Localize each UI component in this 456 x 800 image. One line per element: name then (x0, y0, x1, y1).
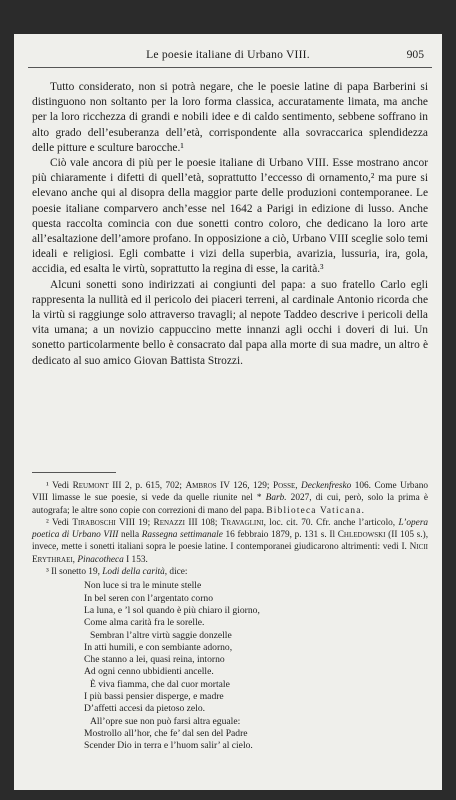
poem-line: Non luce si tra le minute stelle (84, 580, 202, 592)
book-page (14, 34, 442, 790)
poem-line: La luna, e ’l sol quando è più chiaro il giorno, (84, 604, 260, 616)
poem-line: Che stanno a lei, quasi reina, intorno (84, 654, 225, 666)
page-header (14, 48, 442, 66)
sonnet-quote (84, 580, 428, 752)
footnote-3: ³ Il sonetto 19, Lodi della carità, dice: (46, 567, 188, 578)
poem-line: I più bassi pensier disperge, e madre (84, 691, 224, 703)
poem-line: D’affetti accesi da pietoso zelo. (84, 703, 206, 715)
poem-line: Scender Dio in terra e l’huom salir’ al cielo. (84, 740, 253, 752)
page-number: 905 (406, 48, 424, 61)
poem-line: Come alma carità fra le sorelle. (84, 617, 205, 629)
poem-line: Ad ogni cenno ubbidienti ancelle. (84, 666, 214, 678)
footnotes (32, 480, 428, 753)
header-rule (28, 67, 432, 68)
paragraph: Tutto considerato, non si potrà negare, che le poesie latine di papa Barberini si distinguono non soltanto per la loro forma classica, accuratamente limata, ma anche per la loro ricchezza di grandi e nobili idee e di caldo sentimento, sebbene soffrano in alto grado dell’esuberanza dell’età, corrispondente alla sovraccarica splendidezza delle pitture e sculture barocche.¹ (32, 81, 428, 154)
running-title: Le poesie italiane di Urbano VIII. (146, 48, 310, 61)
poem-line: Sembran l’altre virtù saggie donzelle (90, 629, 232, 641)
poem-line: Mostrollo all’hor, che fe’ dal sen del Padre (84, 727, 248, 739)
footnote-2: ² Vedi Tiraboschi VIII 19; Renazzi III 108; Travaglini, loc. cit. 70. Cfr. anche l’articolo, L’opera poetica di Urbano VIII nella Rassegna settimanale 16 febbraio 1879, p. 131 s. Il Chledowski (II 105 s.), invece, mette i sonetti italiani sopra le poesie latine. I contemporanei giudicarono altrimenti: vedi I. Nicii Erythraei, Pinacotheca I 153. (32, 517, 429, 565)
poem-line: È viva fiamma, che dal cuor mortale (90, 678, 230, 690)
paragraph: Ciò vale ancora di più per le poesie italiane di Urbano VIII. Esse mostrano ancor più chiaramente i difetti di quell’età, soprattutto l’eccesso di ornamento,² ma pure si elevano anche qui al disopra della maggior parte delle produzioni contemporanee. Le poesie italiane comparvero anch’esse nel 1642 a Parigi in edizione di lusso. Anche questa raccolta comincia con due sonetti contro coloro, che dedicano la loro arte all’esaltazione dell’amore profano. In opposizione a ciò, Urbano VIII sceglie solo temi ideali e religiosi. Egli combatte i vizi della superbia, avarizia, lussuria, ira, gola, accidia, ed esalta le virtù, soprattutto la regina di esse, la carità.³ (32, 157, 428, 276)
poem-line: All’opre sue non può farsi altra eguale: (90, 715, 241, 727)
poem-line: In atti humili, e con sembiante adorno, (84, 641, 233, 653)
footnote-rule (32, 472, 116, 473)
main-text (32, 80, 428, 369)
footnote-1: ¹ Vedi Reumont III 2, p. 615, 702; Ambros IV 126, 129; Posse, Deckenfresko 106. Come Urbano VIII limasse le sue poesie, si vede da quelle riunite nel * Barb. 2027, di cui, però, solo la prima è autografa; le altre sono copie con correzioni di mano del papa. Biblioteca Vaticana. (32, 481, 428, 516)
poem-line: In bel seren con l’argentato corno (84, 592, 214, 604)
paragraph: Alcuni sonetti sono indirizzati ai congiunti del papa: a suo fratello Carlo egli rappresenta la nullità ed il pericolo dei piaceri terreni, al cardinale Antonio ricorda che la virtù si raggiunge solo attraverso travagli; al nepote Taddeo descrive i pericoli della vita umana; a un novizio cappuccino mette innanzi agli occhi i doveri di lui. Un sonetto particolarmente bello è consacrato dal papa alla morte di sua madre, un altro è dedicato al suo amico Giovan Battista Strozzi. (32, 278, 428, 367)
